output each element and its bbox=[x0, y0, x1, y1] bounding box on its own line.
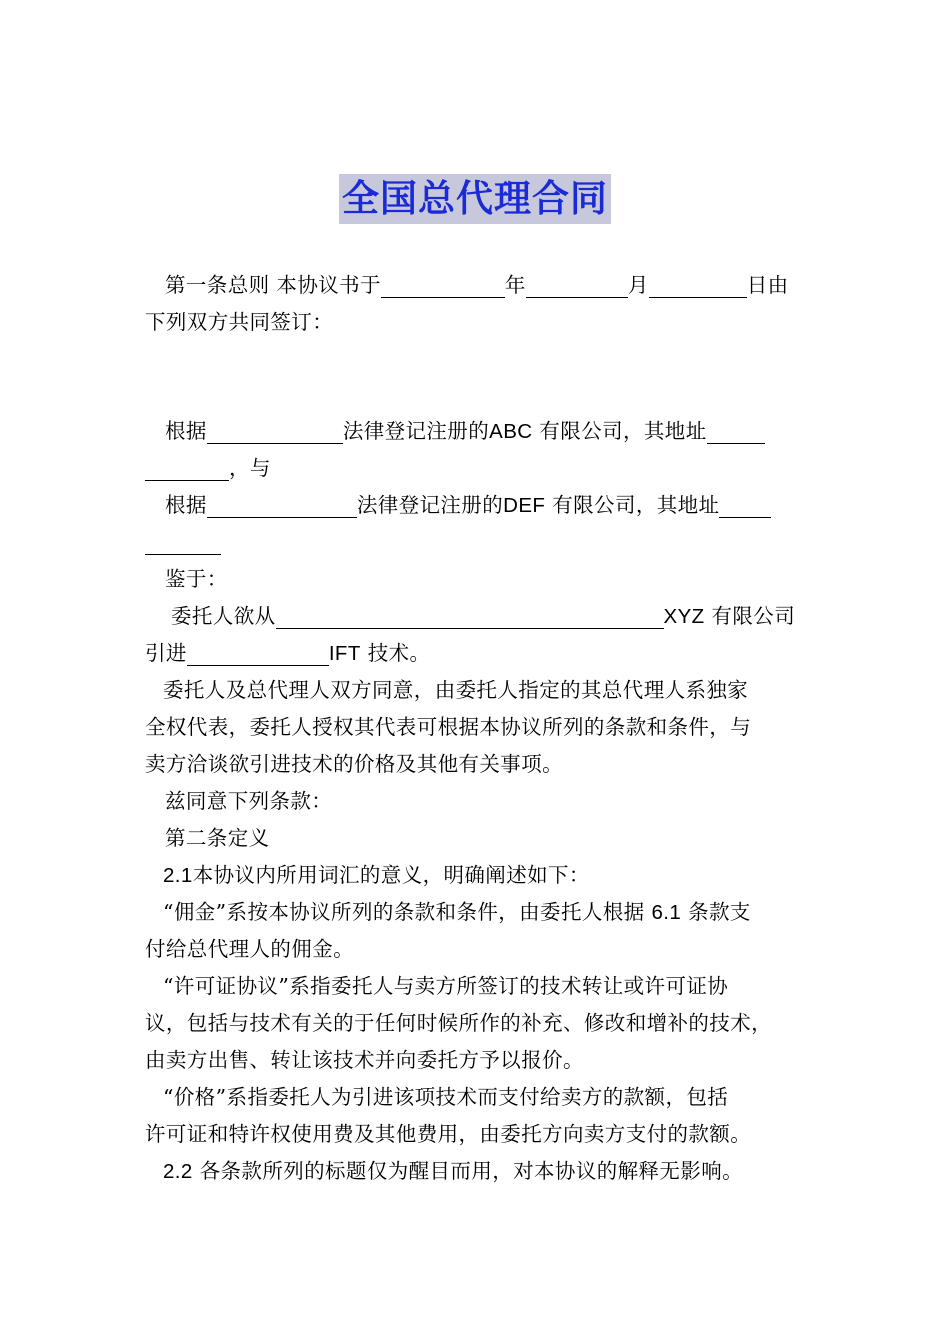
client-prefix: 委托人欲从 bbox=[171, 604, 276, 628]
party-def-prefix: 根据 bbox=[165, 493, 207, 517]
document-title: 全国总代理合同 bbox=[339, 174, 611, 224]
company-xyz: XYZ bbox=[663, 605, 705, 628]
year-label: 年 bbox=[504, 273, 526, 297]
month-blank bbox=[526, 269, 628, 298]
agreement-para-line3: 卖方洽谈欲引进技术的价格及其他有关事项。 bbox=[145, 752, 563, 776]
article2-heading: 第二条定义 bbox=[165, 826, 270, 850]
address-blank-def-cont bbox=[145, 526, 221, 555]
tech-name: IFT bbox=[328, 642, 361, 665]
agreement-para-line2: 全权代表，委托人授权其代表可根据本协议所列的条款和条件，与 bbox=[145, 715, 752, 739]
party-def-line1 bbox=[145, 487, 809, 524]
year-blank bbox=[381, 269, 505, 298]
whereas-line: 鉴于： bbox=[165, 567, 228, 591]
party-def-line2 bbox=[145, 524, 809, 561]
law-blank-def bbox=[207, 489, 357, 518]
address-blank-abc-cont bbox=[145, 452, 229, 481]
spacer bbox=[145, 341, 809, 413]
party-abc-end: ，与 bbox=[229, 456, 271, 480]
def-commission-line2: 付给总代理人的佣金。 bbox=[145, 937, 354, 961]
client-line2-suffix: 技术。 bbox=[367, 641, 431, 665]
def-license-line1: “许可证协议”系指委托人与卖方所签订的技术转让或许可证协 bbox=[163, 974, 729, 998]
clause-2-2-text: 各条款所列的标题仅为醒目而用，对本协议的解释无影响。 bbox=[199, 1159, 744, 1183]
def-license-line2: 议，包括与技术有关的于任何时候所作的补充、修改和增补的技术， bbox=[145, 1011, 772, 1035]
party-abc-line2 bbox=[145, 450, 809, 487]
article1-intro-text: 第一条总则 本协议书于 bbox=[165, 273, 381, 297]
clause-2-1 bbox=[145, 857, 809, 894]
def-commission-clause-number: 6.1 bbox=[651, 901, 682, 924]
client-line2 bbox=[145, 635, 809, 672]
article1-line2: 下列双方共同签订： bbox=[145, 310, 334, 334]
clause-2-2-number: 2.2 bbox=[163, 1160, 193, 1183]
party-abc-line1 bbox=[145, 413, 809, 450]
party-abc-mid: 法律登记注册的 bbox=[342, 419, 490, 443]
address-blank-def bbox=[719, 489, 771, 518]
law-blank-abc bbox=[207, 415, 343, 444]
def-commission-text-a: “佣金”系按本协议所列的条款和条件，由委托人根据 bbox=[163, 900, 645, 924]
company-abc: ABC bbox=[489, 420, 533, 443]
clause-2-2 bbox=[145, 1153, 809, 1190]
tech-blank bbox=[187, 637, 329, 666]
clause-2-1-number: 2.1 bbox=[163, 864, 193, 887]
def-commission-text-b: 条款支 bbox=[688, 900, 751, 924]
agreement-para-line1 bbox=[145, 672, 809, 709]
def-license-line3: 由卖方出售、转让该技术并向委托方予以报价。 bbox=[145, 1048, 584, 1072]
company-def: DEF bbox=[503, 494, 546, 517]
party-def-mid: 法律登记注册的 bbox=[356, 493, 504, 517]
client-suffix: 有限公司 bbox=[711, 604, 796, 628]
client-line2-prefix: 引进 bbox=[145, 641, 187, 665]
agreement-text-1: 委托人及总代理人双方同意，由委托人指定的其总代理人系独家 bbox=[163, 678, 749, 702]
day-label: 日由 bbox=[746, 273, 789, 297]
address-blank-abc bbox=[707, 415, 765, 444]
title-container bbox=[0, 174, 950, 224]
clause-2-1-text: 本协议内所用词汇的意义，明确阐述如下： bbox=[192, 863, 590, 887]
hereby-line: 兹同意下列条款： bbox=[165, 789, 333, 813]
def-price-line1: “价格”系指委托人为引进该项技术而支付给卖方的款额，包括 bbox=[163, 1085, 729, 1109]
def-price-line2: 许可证和特许权使用费及其他费用，由委托方向卖方支付的款额。 bbox=[145, 1122, 752, 1146]
document-body bbox=[145, 267, 809, 1190]
day-blank bbox=[649, 269, 747, 298]
client-line1 bbox=[145, 598, 809, 635]
party-abc-suffix: 有限公司，其地址 bbox=[539, 419, 707, 443]
party-abc-prefix: 根据 bbox=[165, 419, 207, 443]
month-label: 月 bbox=[627, 273, 649, 297]
def-commission-line1 bbox=[145, 894, 809, 931]
source-blank bbox=[276, 600, 664, 629]
party-def-suffix: 有限公司，其地址 bbox=[552, 493, 720, 517]
article1-line1 bbox=[145, 267, 809, 304]
